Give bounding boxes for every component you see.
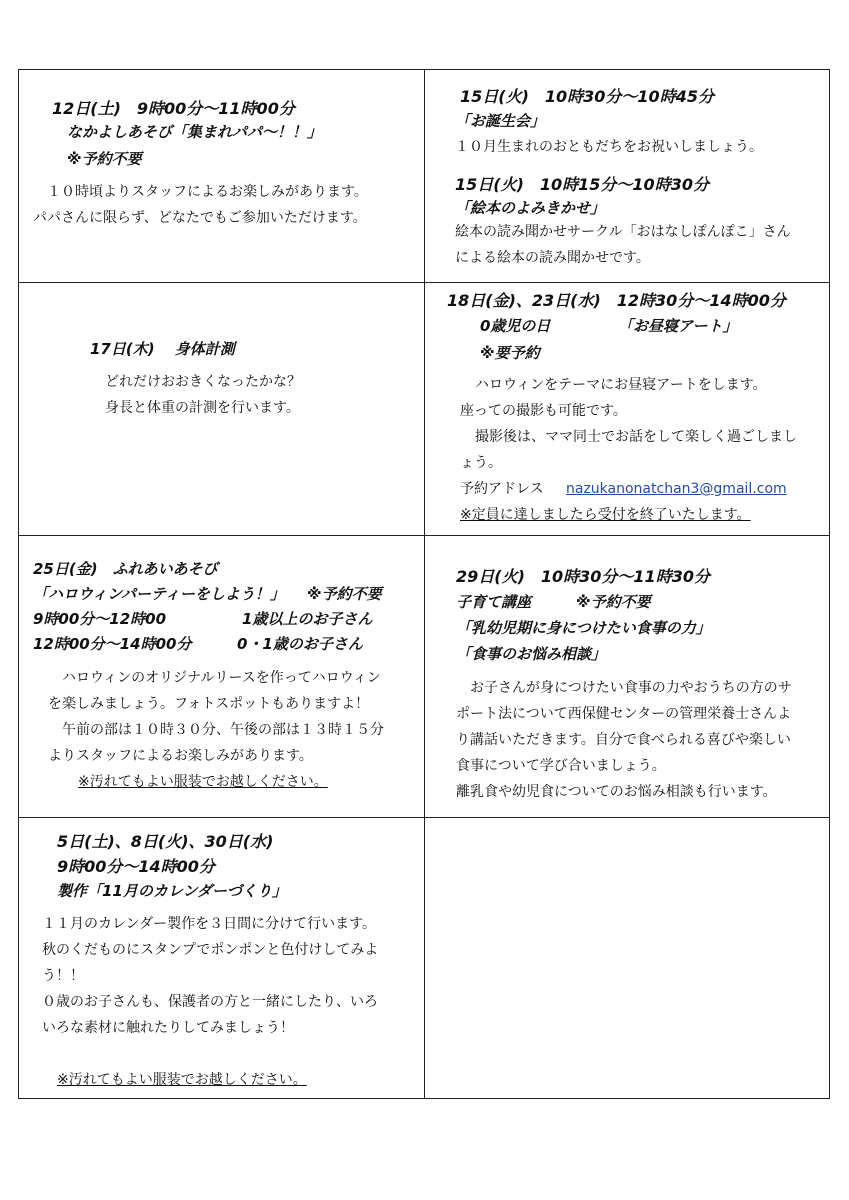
reservation-note: ※予約不要 <box>307 585 382 603</box>
event-time: 9時00分～14時00分 <box>57 857 215 876</box>
event-heading: 18日(金)、23日(水) 12時30分～14時00分 <box>447 291 786 310</box>
event-description: １０時頃よりスタッフによるお楽しみがあります。 <box>47 184 368 200</box>
event-description: 身長と体重の計測を行います。 <box>105 400 300 416</box>
event-description: 座っての撮影も可能です。 <box>460 403 627 419</box>
event-heading: 15日(火) 10時30分～10時45分 <box>460 87 714 106</box>
event-description: を楽しみましょう。フォトスポットもありますよ！ <box>48 696 370 712</box>
event-heading: 17日(木) 身体計測 <box>90 340 235 358</box>
event-description: パパさんに限らず、どなたでもご参加いただけます。 <box>33 210 367 226</box>
event-subheading: 0歳児の日 <box>480 317 551 335</box>
event-description: １１月のカレンダー製作を３日間に分けて行います。 <box>42 916 376 932</box>
event-description: ポート法について西保健センターの管理栄養士さんよ <box>456 706 792 722</box>
event-description: 食事について学び合いましょう。 <box>456 758 666 774</box>
event-description: ょう。 <box>460 455 502 471</box>
event-description: う！！ <box>42 968 84 984</box>
event-title: 「ハロウィンパーティーをしよう！」 <box>33 585 285 603</box>
event-title: 子育て講座 <box>456 593 532 611</box>
column-divider <box>424 70 425 1098</box>
reservation-note: ※予約不要 <box>576 593 651 611</box>
event-title: なかよしあそび「集まれパパ～！！」 <box>67 123 323 141</box>
event-description: ハロウィンのオリジナルリースを作ってハロウィン <box>62 670 381 686</box>
event-heading: 29日(火) 10時30分～11時30分 <box>456 567 710 586</box>
event-description: １０月生まれのおともだちをお祝いしましょう。 <box>455 139 763 155</box>
event-description: 午前の部は１０時３０分、午後の部は１３時１５分 <box>62 722 384 738</box>
clothing-notice: ※汚れてもよい服装でお越しください。 <box>78 774 328 790</box>
event-heading: 15日(火) 10時15分～10時30分 <box>455 175 709 194</box>
event-description: ０歳のお子さんも、保護者の方と一緒にしたり、いろ <box>42 994 378 1010</box>
event-description: いろな素材に触れたりしてみましょう！ <box>42 1020 294 1036</box>
event-description: 撮影後は、ママ同士でお話をして楽しく過ごしまし <box>475 429 797 445</box>
event-description: 秋のくだものにスタンプでポンポンと色付けしてみよ <box>42 942 379 958</box>
event-description: 離乳食や幼児食についてのお悩み相談も行います。 <box>456 784 777 800</box>
event-heading: 25日(金) ふれあいあそび <box>33 560 218 578</box>
session-time: 9時00分～12時00 <box>33 610 167 628</box>
event-subheading: 「乳幼児期に身につけたい食事の力」 <box>456 619 711 637</box>
clothing-notice: ※汚れてもよい服装でお越しください。 <box>57 1072 307 1088</box>
session-time: 12時00分～14時00分 <box>33 635 192 653</box>
reservation-address-label: 予約アドレス <box>460 481 544 497</box>
session-target: 0・1歳のお子さん <box>237 635 363 653</box>
event-title: 製作「11月のカレンダーづくり」 <box>57 882 287 900</box>
session-target: 1歳以上のお子さん <box>242 610 373 628</box>
event-heading: 12日(土) 9時00分～11時00分 <box>52 99 295 118</box>
event-title: 「絵本のよみきかせ」 <box>455 199 606 217</box>
event-description: どれだけおおきくなったかな？ <box>105 374 301 390</box>
event-description: による絵本の読み聞かせです。 <box>455 250 650 266</box>
event-heading: 5日(土)、8日(火)、30日(水) <box>57 832 274 851</box>
event-title: 「お昼寝アート」 <box>618 317 738 335</box>
reservation-note: ※要予約 <box>480 344 540 362</box>
event-description: 絵本の読み聞かせサークル「おはなしぽんぽこ」さん <box>455 224 791 240</box>
event-description: ハロウィンをテーマにお昼寝アートをします。 <box>475 377 767 393</box>
event-description: よりスタッフによるお楽しみがあります。 <box>48 748 313 764</box>
event-description: お子さんが身につけたい食事の力やおうちの方のサ <box>470 680 792 696</box>
reservation-email-link[interactable]: nazukanonatchan3@gmail.com <box>566 481 787 497</box>
event-subheading: 「食事のお悩み相談」 <box>456 645 607 663</box>
event-description: り講話いただきます。自分で食べられる喜びや楽しい <box>456 732 791 748</box>
capacity-notice: ※定員に達しましたら受付を終了いたします。 <box>460 507 751 523</box>
event-title: 「お誕生会」 <box>455 112 546 130</box>
reservation-note: ※予約不要 <box>67 150 142 168</box>
